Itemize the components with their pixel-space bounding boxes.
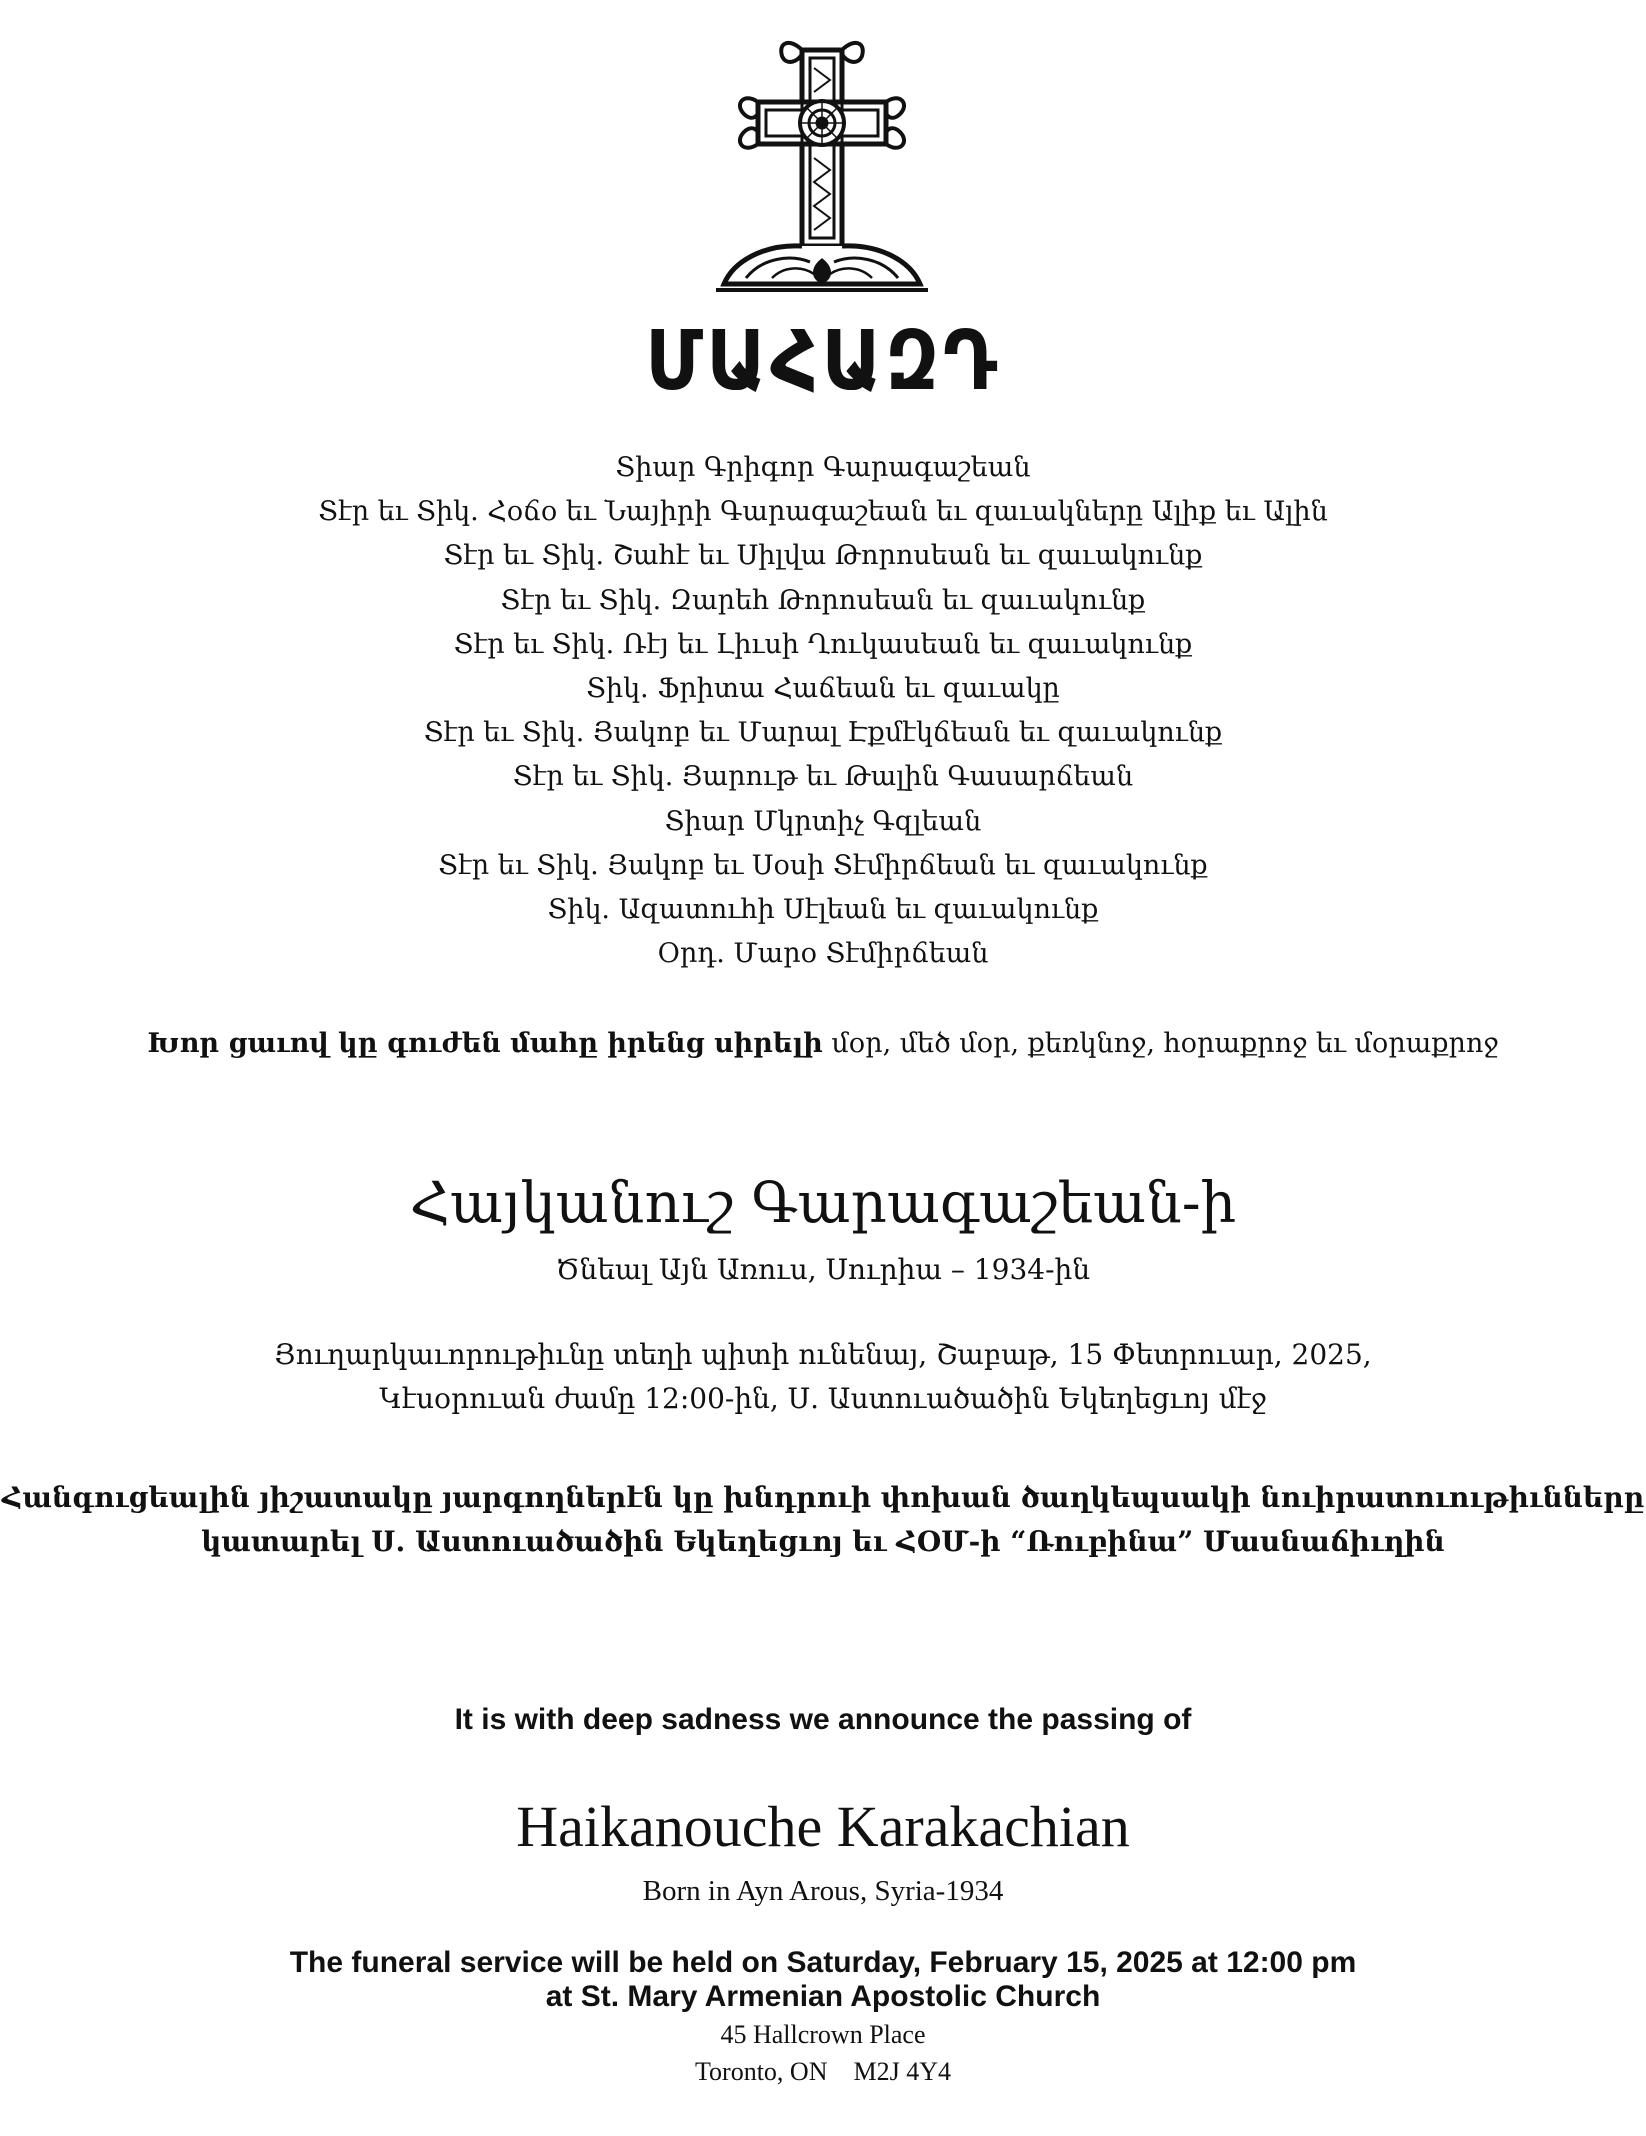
mourner-line: Տիկ. Ազատուհի Սէլեան եւ զաւակունք bbox=[547, 894, 1099, 926]
address-line: Toronto, ON M2J 4Y4 bbox=[694, 2057, 951, 2086]
sorrow-bold: Խոր ցաւով կը գուժեն մահը իրենց սիրելի bbox=[147, 1028, 823, 1059]
sorrow-statement-hy bbox=[0, 1024, 1646, 1064]
deceased-name-en: Haikanouche Karakachian bbox=[516, 1794, 1130, 1859]
mourner-line: Տէր եւ Տիկ. Յակոբ եւ Մարալ Էքմէկճեան եւ զաւակունք bbox=[423, 717, 1223, 749]
funeral-info-en bbox=[0, 1946, 1646, 2014]
birth-info-hy: Ծնեալ Այն Առուս, Սուրիա – 1934-ին bbox=[555, 1253, 1091, 1286]
deceased-name-hy: Հայկանուշ Գարագաշեան-ի bbox=[409, 1171, 1237, 1236]
mourners-list bbox=[0, 446, 1646, 976]
mourner-line: Տիար Մկրտիչ Գզլեան bbox=[664, 805, 982, 837]
mourner-line: Տէր եւ Տիկ. Ռէյ եւ Լիւսի Ղուկասեան եւ զաւակունք bbox=[453, 628, 1193, 660]
sorrow-rest: մօր, մեծ մօր, քեռկնոջ, հօրաքրոջ եւ մօրաքրոջ bbox=[822, 1028, 1499, 1059]
mourner-line: Տիար Գրիգոր Գարագաշեան bbox=[615, 452, 1031, 483]
intro-en: It is with deep sadness we announce the passing of bbox=[454, 1703, 1192, 1736]
mourner-line: Տէր եւ Տիկ. Շահէ եւ Սիլվա Թորոսեան եւ զաւակունք bbox=[443, 540, 1203, 572]
funeral-line: Կէսօրուան ժամը 12:00-ին, Ս. Աստուածածին Եկեղեցւոյ մէջ bbox=[379, 1382, 1267, 1415]
funeral-line: Յուղարկաւորութիւնը տեղի պիտի ունենայ, Շաբաթ, 15 Փետրուար, 2025, bbox=[274, 1338, 1372, 1371]
address-line: 45 Hallcrown Place bbox=[720, 2020, 926, 2049]
donation-line: կատարել Ս. Աստուածածին Եկեղեցւոյ եւ ՀՕՄ-ի “Ռուբինա” Մասնաճիւղին bbox=[201, 1525, 1445, 1558]
funeral-info-hy bbox=[0, 1333, 1646, 1421]
birth-info-en: Born in Ayn Arous, Syria-1934 bbox=[642, 1875, 1004, 1907]
church-address bbox=[0, 2016, 1646, 2090]
mourner-line: Տիկ. Ֆրիտա Հաճեան եւ զաւակը bbox=[586, 673, 1060, 705]
armenian-cross-icon bbox=[706, 32, 938, 294]
donation-request-hy bbox=[0, 1476, 1646, 1564]
funeral-line: The funeral service will be held on Saturday, February 15, 2025 at 12:00 pm bbox=[289, 1946, 1357, 1979]
mourner-line: Օրդ. Մարօ Տէմիրճեան bbox=[657, 938, 989, 970]
mourner-line: Տէր եւ Տիկ. Յակոբ եւ Սօսի Տէմիրճեան եւ զաւակունք bbox=[438, 849, 1208, 881]
funeral-line: at St. Mary Armenian Apostolic Church bbox=[545, 1980, 1101, 2013]
page-title: ՄԱՀԱԶԴ bbox=[645, 314, 1001, 409]
mourner-line: Տէր եւ Տիկ. Զարեհ Թորոսեան եւ զաւակունք bbox=[500, 584, 1146, 616]
mourner-line: Տէր եւ Տիկ. Հօճօ եւ Նայիրի Գարագաշեան եւ զաւակները Ալիք եւ Ալին bbox=[318, 496, 1328, 528]
donation-line: Հանգուցեալին յիշատակը յարգողներէն կը խնդրուի փոխան ծաղկեպսակի նուիրատուութիւնները bbox=[1, 1481, 1645, 1514]
mourner-line: Տէր եւ Տիկ. Յարութ եւ Թալին Գասարճեան bbox=[512, 761, 1134, 793]
